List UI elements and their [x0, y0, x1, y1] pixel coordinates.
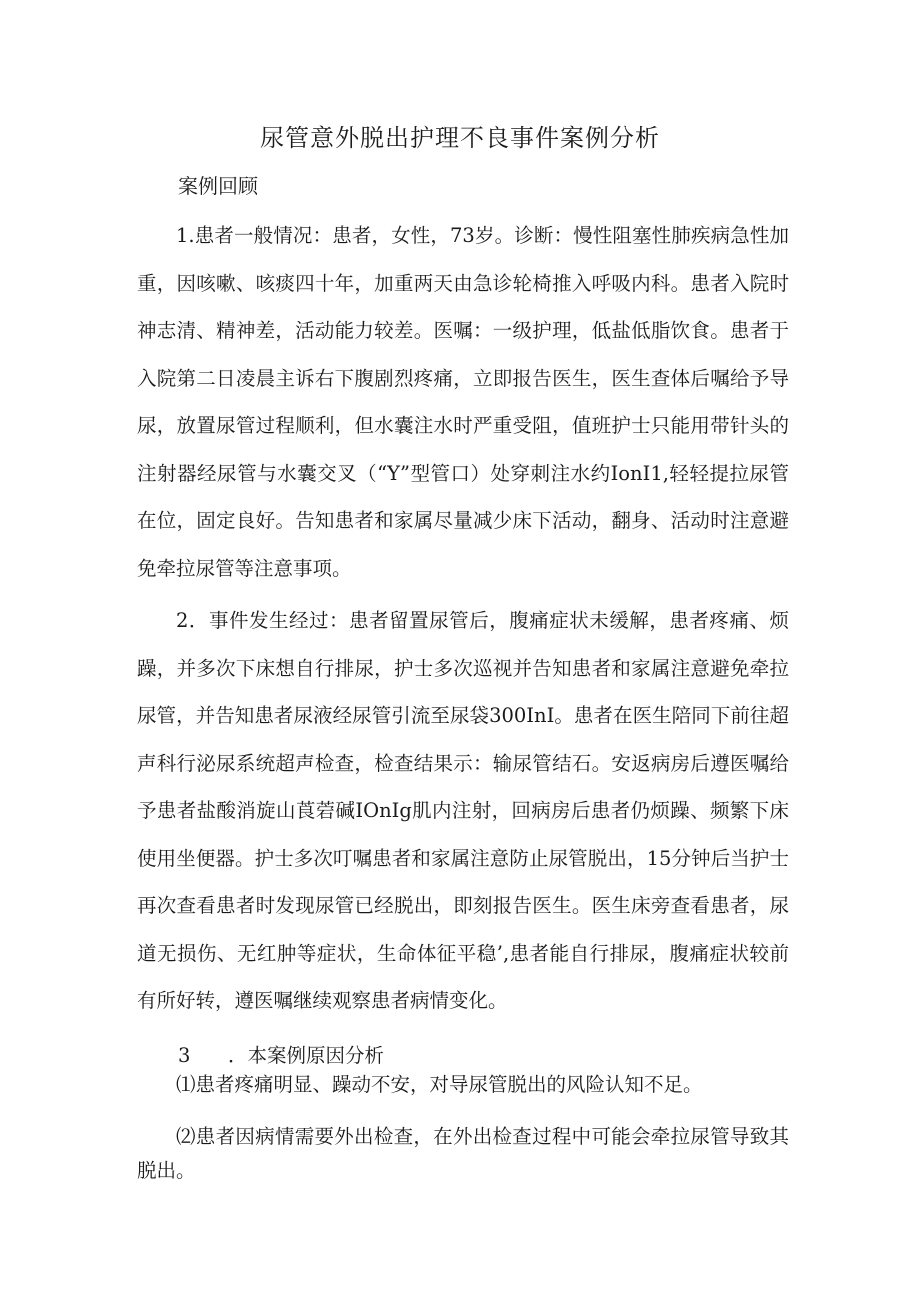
document-title: 尿管意外脱出护理不良事件案例分析: [260, 124, 660, 152]
analysis-heading: [178, 1040, 384, 1068]
section-heading: 案例回顾: [178, 174, 258, 198]
paragraph-patient-info: 1.患者一般情况：患者，女性，73岁。诊断：慢性阻塞性肺疾病急性加重，因咳嗽、咳痰四十年，加重两天由急诊轮椅推入呼吸内科。患者入院时神志清、精神差，活动能力较差。医嘱：一级护理，低盐低脂饮食。患者于入院第二日凌晨主诉右下腹剧烈疼痛，立即报告医生，医生查体后嘱给予导尿，放置尿管过程顺利，但水囊注水时严重受阻，值班护士只能用带针头的注射器经尿管与水囊交叉（“Y”型管口）处穿刺注水约IonI1,轻轻提拉尿管在位，固定良好。告知患者和家属尽量减少床下活动，翻身、活动时注意避免牵拉尿管等注意事项。: [137, 224, 789, 580]
analysis-number: 3: [178, 1044, 191, 1067]
analysis-item: ⑴患者疼痛明显、躁动不安，对导尿管脱出的风险认知不足。: [176, 1073, 703, 1096]
paragraph-event-process: 2．事件发生经过：患者留置尿管后，腹痛症状未缓解，患者疼痛、烦躁，并多次下床想自行排尿，护士多次巡视并告知患者和家属注意避免牵拉尿管，并告知患者尿液经尿管引流至尿袋300InI。患者在医生陪同下前往超声科行泌尿系统超声检查，检查结果示：输尿管结石。安返病房后遵医嘱给予患者盐酸消旋山莨菪碱IOnIg肌内注射，回病房后患者仍烦躁、频繁下床使用坐便器。护士多次叮嘱患者和家属注意防止尿管脱出，15分钟后当护士再次查看患者时发现尿管已经脱出，即刻报告医生。医生床旁查看患者，尿道无损伤、无红肿等症状，生命体征平稳’,患者能自行排尿，腹痛症状较前有所好转，遵医嘱继续观察患者病情变化。: [137, 609, 789, 1012]
analysis-item: ⑵患者因病情需要外出检查，在外出检查过程中可能会牵拉尿管导致其脱出。: [137, 1125, 789, 1182]
analysis-heading-text: ．本案例原因分析: [228, 1044, 385, 1067]
